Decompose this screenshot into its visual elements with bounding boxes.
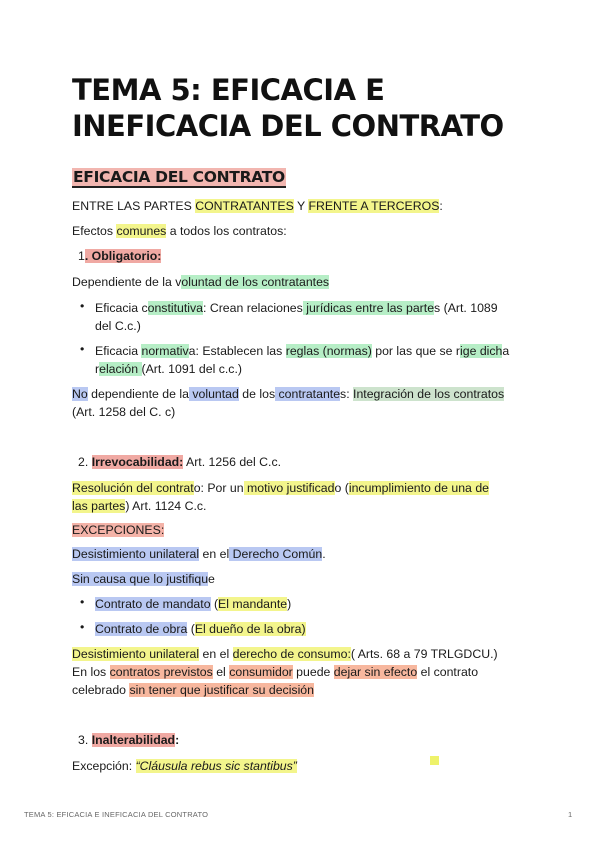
title-line-2: INEFICACIA DEL CONTRATO [72,109,504,143]
item-number: 2. [78,455,89,469]
bullet-1-line-1 [95,299,498,317]
highlight: Contrato de obra [95,622,188,636]
highlight: El dueño de la obra) [194,622,306,636]
text: Eficacia c [95,301,148,315]
text: en el [199,647,233,661]
text: ( Arts. 68 a 79 TRLGDCU.) [350,647,498,661]
highlight: motivo justificad [243,481,335,495]
section-heading [72,168,286,186]
text: ( [210,597,219,611]
text: Y [293,199,309,213]
text: a: Establecen las [188,344,286,358]
text: de los [238,387,276,401]
text: s (Art. 1089 [434,301,498,315]
desistimiento-consumo-line [72,645,498,663]
highlight: voluntad [188,387,239,401]
item-label: Irrevocabilidad: [91,455,184,469]
sin-causa-line [72,570,215,588]
highlight: normativ [141,344,189,358]
highlight: incumplimiento de una de [348,481,489,495]
highlight: EXCEPCIONES: [72,523,165,537]
resolucion-line-1 [72,479,489,497]
bullet-marker [80,595,84,609]
text: celebrado [72,683,130,697]
dependiente-line [72,273,329,291]
text: ENTRE LAS PARTES [72,199,196,213]
highlight: jurídicas entre las parte [302,301,435,315]
celebrado-line [72,681,314,699]
highlight: onstitutiva [147,301,203,315]
bullet-1-line-2 [95,317,141,335]
text: a [502,344,510,358]
page-title [72,72,542,144]
bullet-3-line [95,595,291,613]
bullet-2-line-1 [95,342,509,360]
highlight: comunes [116,224,167,238]
text: Art. 1256 del C.c. [183,455,282,469]
item-3 [78,731,179,749]
item-2 [78,453,281,471]
text: s: [340,387,354,401]
highlight-marker [430,756,439,765]
text: : Crean relaciones [203,301,303,315]
text: ( [187,622,195,636]
highlight: elación [99,362,142,376]
highlight: “Cláusula rebus sic stantibus” [135,759,297,773]
text: a todos los contratos: [166,224,287,238]
section-heading-text: EFICACIA DEL CONTRATO [73,168,285,186]
highlight: CONTRATANTES [195,199,294,213]
text: Excepción: [72,759,136,773]
highlight: sin tener que justificar su decisión [129,683,314,697]
item-number: 1 [78,249,85,263]
text: ) [287,597,292,611]
highlight: dejar sin efecto [333,665,418,679]
text: puede [292,665,334,679]
text: r [95,362,100,376]
highlight: Desistimiento unilateral [72,647,200,661]
text: e [208,572,215,586]
highlight: contratante [275,387,341,401]
item-1 [78,247,161,265]
text: o: Por un [193,481,244,495]
footer-title: TEMA 5: EFICACIA E INEFICACIA DEL CONTRATO [24,810,209,819]
item-number: 3. [78,733,89,747]
highlight: oluntad de los contratantes [181,275,330,289]
text: (Art. 1258 del C. c) [72,405,176,419]
highlight: las partes [72,499,126,513]
bullet-marker [80,342,84,356]
highlight: Desistimiento unilateral [72,547,200,561]
highlight: derecho de consumo: [232,647,351,661]
highlight: Sin causa que lo justifiqu [72,572,209,586]
bullet-2-line-2 [95,360,242,378]
text: Dependiente de la v [72,275,182,289]
text: (Art. 1091 del c.c.) [141,362,242,376]
text: Eficacia [95,344,142,358]
title-line-1: TEMA 5: EFICACIA E [72,73,385,107]
en-los-line [72,663,478,681]
no-dependiente-line-1 [72,385,504,403]
text: Efectos [72,224,117,238]
text: En los [72,665,110,679]
text: ) Art. 1124 C.c. [125,499,207,513]
highlight: Resolución del contrat [72,481,194,495]
text: : [439,199,443,213]
text: . [322,547,326,561]
highlight: reglas (normas) [285,344,372,358]
highlight: Integración de los contratos [353,387,505,401]
text: el contrato [417,665,479,679]
item-label: Inalterabilidad [91,733,176,747]
text: por las que se r [371,344,461,358]
item-label: . Obligatorio: [84,249,162,263]
text: dependiente de la [87,387,189,401]
excepcion-line [72,757,297,775]
text: en el [199,547,230,561]
desistimiento-line [72,545,326,563]
excepciones-label [72,521,164,539]
text: o ( [334,481,349,495]
bullet-marker [80,299,84,313]
highlight: No [72,387,88,401]
text: del C.c.) [95,319,141,333]
highlight: consumidor [229,665,293,679]
page-number: 1 [568,810,573,819]
text: : [175,733,180,747]
entre-line [72,197,443,215]
efectos-line [72,222,287,240]
highlight: FRENTE A TERCEROS [308,199,440,213]
bullet-4-line [95,620,306,638]
highlight: Contrato de mandato [95,597,211,611]
text: el [212,665,230,679]
highlight: ige dich [460,344,503,358]
highlight: contratos previstos [109,665,213,679]
no-dependiente-line-2 [72,403,175,421]
highlight: El mandante [218,597,288,611]
bullet-marker [80,620,84,634]
highlight: Derecho Común [229,547,323,561]
resolucion-line-2 [72,497,206,515]
